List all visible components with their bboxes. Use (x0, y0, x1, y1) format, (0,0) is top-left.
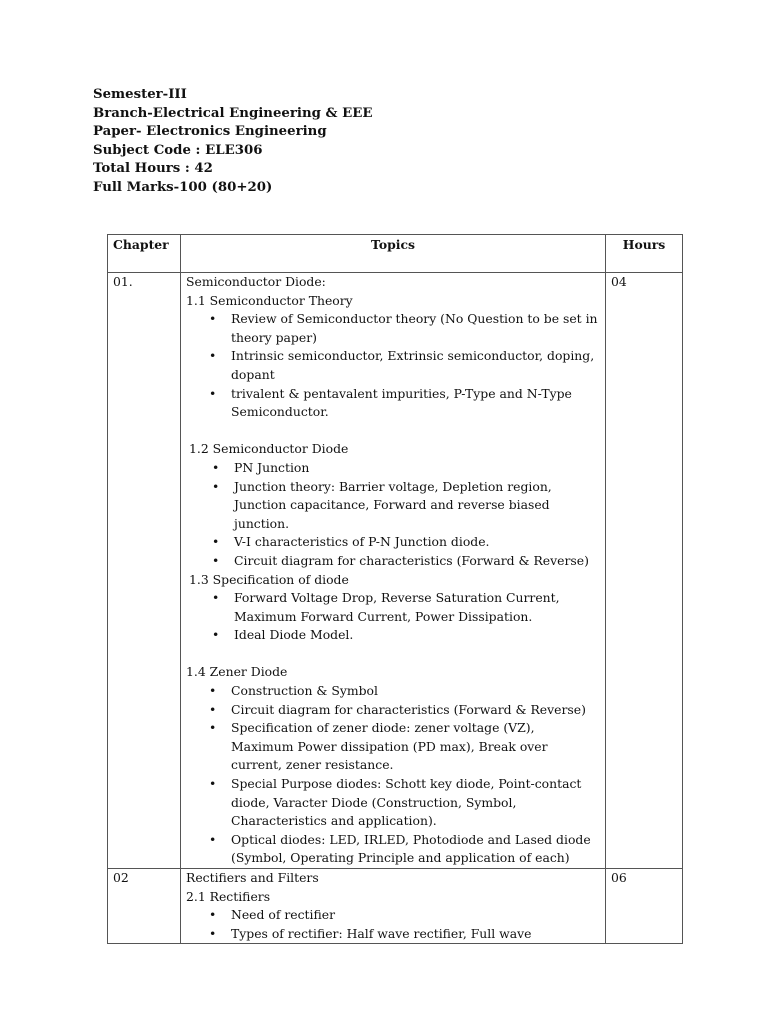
list-item: • Optical diodes: LED, IRLED, Photodiode and Lased diode (Symbol, Operating Principle and application of each) (186, 831, 600, 868)
document-header (93, 86, 373, 198)
list-item: • Ideal Diode Model. (189, 626, 600, 645)
subject-code-line: Subject Code : ELE306 (93, 142, 263, 158)
topic-list (186, 310, 600, 422)
list-item: • Intrinsic semiconductor, Extrinsic semiconductor, doping, dopant (186, 347, 600, 384)
topic-list (186, 906, 600, 943)
list-item: • Review of Semiconductor theory (No Question to be set in theory paper) (186, 310, 600, 347)
chapter-number: 02 (108, 869, 181, 944)
topic-list (186, 589, 600, 645)
list-item: • V-I characteristics of P-N Junction diode. (189, 533, 600, 552)
list-item: • Forward Voltage Drop, Reverse Saturation Current, Maximum Forward Current, Power Dissipation. (189, 589, 600, 626)
list-item: • Junction theory: Barrier voltage, Depletion region, Junction capacitance, Forward and reverse biased junction. (189, 478, 600, 534)
total-hours-line: Total Hours : 42 (93, 161, 213, 177)
list-item: • Construction & Symbol (186, 682, 600, 701)
table-header-row (108, 235, 683, 273)
list-item: • PN Junction (189, 459, 600, 478)
table-row (108, 869, 683, 944)
hours-value: 04 (606, 273, 683, 869)
topic-list (186, 682, 600, 868)
hours-value: 06 (606, 869, 683, 944)
list-item: • Need of rectifier (186, 906, 600, 925)
list-item: • Special Purpose diodes: Schott key diode, Point-contact diode, Varacter Diode (Construction, Symbol, Characteristics and application). (186, 775, 600, 831)
chapter-title: Semiconductor Diode: (186, 274, 326, 289)
topic-list (186, 459, 600, 571)
chapter-number: 01. (108, 273, 181, 869)
section-heading: 1.3 Specification of diode (189, 571, 349, 587)
list-item: • trivalent & pentavalent impurities, P-Type and N-Type Semiconductor. (186, 385, 600, 422)
section-heading: 1.1 Semiconductor Theory (186, 292, 353, 308)
section-heading: 1.2 Semiconductor Diode (189, 441, 349, 457)
column-header-topics: Topics (181, 235, 606, 273)
section-heading: 1.4 Zener Diode (186, 664, 288, 680)
table-row (108, 273, 683, 869)
column-header-hours: Hours (606, 235, 683, 273)
column-header-chapter: Chapter (108, 235, 181, 273)
syllabus-table (107, 234, 683, 944)
list-item: • Specification of zener diode: zener voltage (VZ), Maximum Power dissipation (PD max), Break over current, zener resistance. (186, 719, 600, 775)
section-heading: 2.1 Rectifiers (186, 888, 271, 904)
full-marks-line: Full Marks-100 (80+20) (93, 179, 273, 195)
list-item: • Circuit diagram for characteristics (Forward & Reverse) (186, 701, 600, 720)
paper-line: Paper- Electronics Engineering (93, 124, 327, 140)
chapter-title: Rectifiers and Filters (186, 870, 319, 885)
branch-line: Branch-Electrical Engineering & EEE (93, 105, 373, 121)
list-item: • Circuit diagram for characteristics (Forward & Reverse) (189, 552, 600, 571)
topics-cell (181, 273, 606, 869)
topics-cell (181, 869, 606, 944)
semester-line: Semester-III (93, 87, 187, 102)
list-item: • Types of rectifier: Half wave rectifier, Full wave (186, 925, 600, 944)
